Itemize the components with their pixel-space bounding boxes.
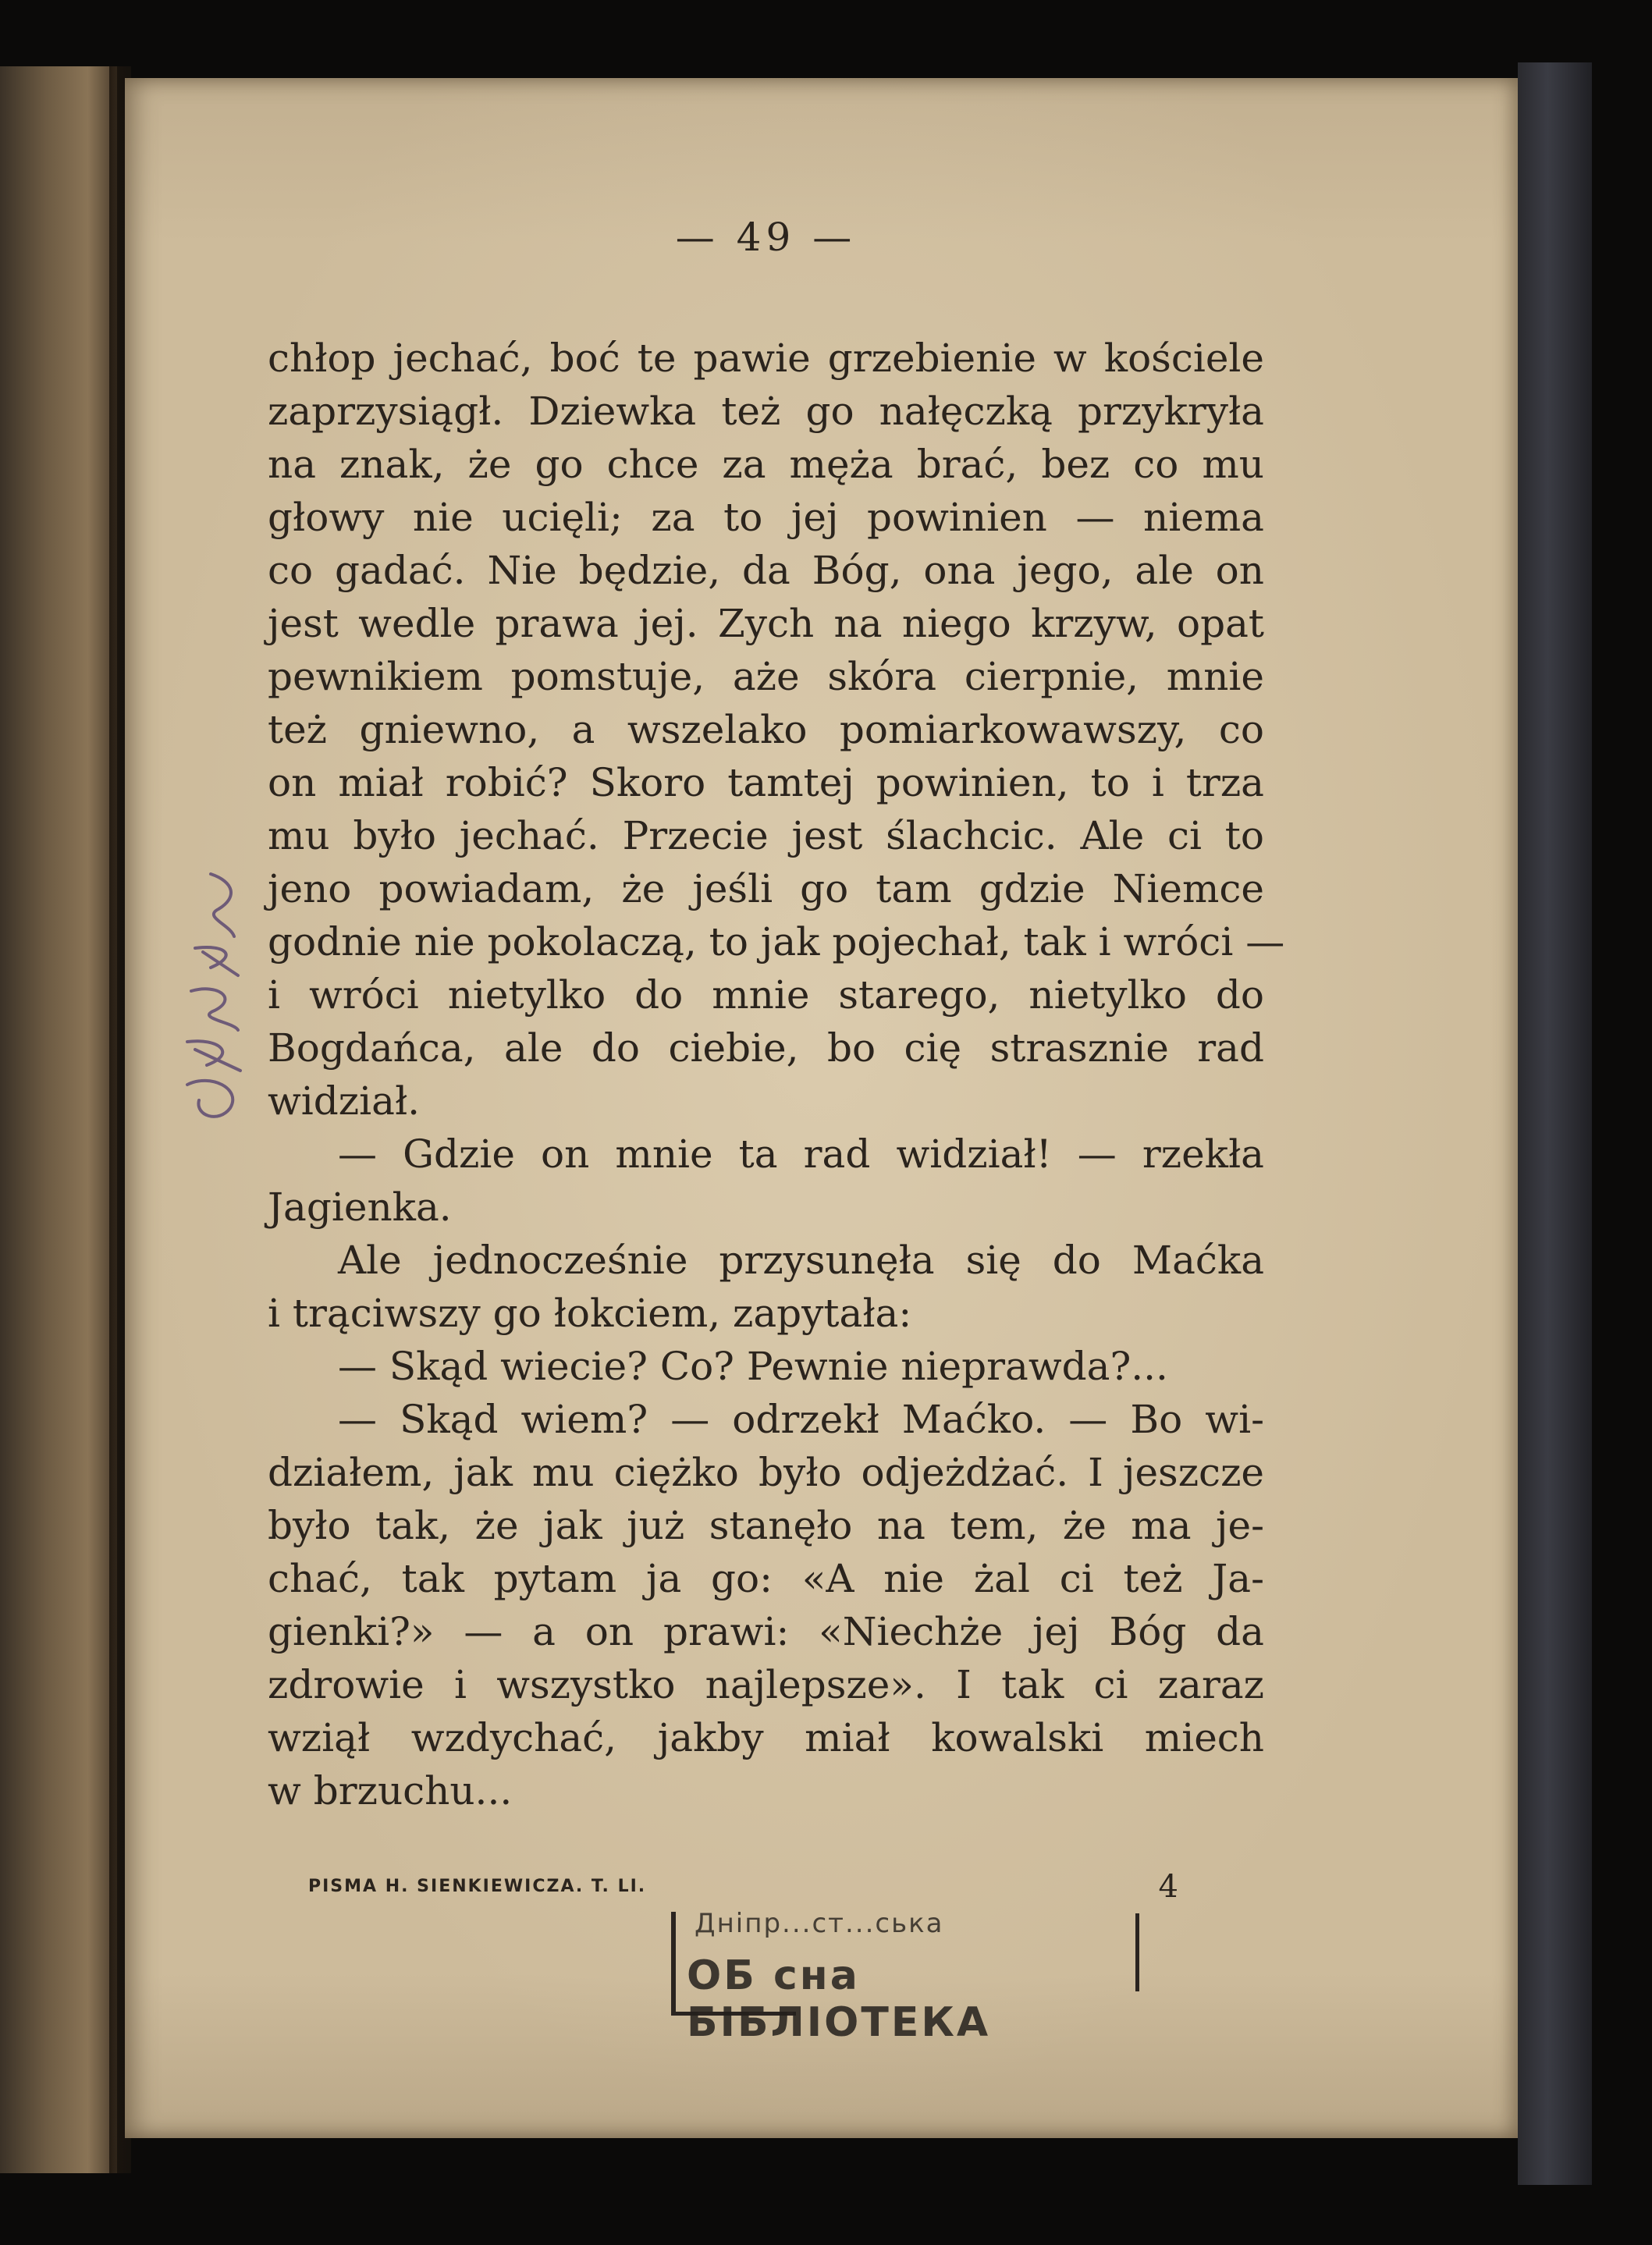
- text-line: co gadać. Nie będzie, da Bóg, ona jego, ale on: [268, 548, 1264, 593]
- text-line: na znak, że go chce za męża brać, bez co mu: [268, 442, 1264, 487]
- page-number: — 49 —: [675, 215, 857, 260]
- text-block: [268, 215, 1285, 1817]
- text-line: Bogdańca, ale do ciebie, bo cię strasznie rad: [268, 1025, 1264, 1071]
- text-line: on miał robić? Skoro tamtej powinien, to i trza: [268, 760, 1264, 805]
- text-line: mu było jechać. Przecie jest ślachcic. Ale ci to: [268, 813, 1264, 858]
- text-line: — Gdzie on mnie ta rad widział! — rzekła: [338, 1131, 1264, 1177]
- text-line: — Skąd wiem? — odrzekł Maćko. — Bo wi-: [338, 1397, 1264, 1442]
- printer-signature: PISMA H. SIENKIEWICZA. T. LI.: [308, 1877, 647, 1896]
- book-cover-edge: [1518, 62, 1592, 2185]
- stamp-line-1: Днiпр...ст...ська: [695, 1908, 944, 1939]
- text-line: gienki?» — a on prawi: «Niechże jej Bóg da: [268, 1609, 1264, 1654]
- text-line: w brzuchu...: [268, 1768, 513, 1813]
- text-line: i trąciwszy go łokciem, zapytała:: [268, 1291, 912, 1336]
- signature-number: 4: [1158, 1869, 1178, 1905]
- text-line: też gniewno, a wszelako pomiarkowawszy, co: [268, 707, 1264, 752]
- text-line: Jagienka.: [268, 1185, 452, 1230]
- text-line: wziął wzdychać, jakby miał kowalski miech: [268, 1715, 1264, 1760]
- text-line: jeno powiadam, że jeśli go tam gdzie Niemce: [268, 866, 1264, 911]
- handwritten-inventory-number: [164, 866, 250, 1131]
- text-line: widział.: [268, 1078, 421, 1124]
- text-line: i wróci nietylko do mnie starego, nietylko do: [268, 972, 1264, 1018]
- left-page-edge: [0, 66, 117, 2173]
- text-line: Ale jednocześnie przysunęła się do Maćka: [338, 1238, 1264, 1283]
- text-line: jest wedle prawa jej. Zych na niego krzyw, opat: [268, 601, 1264, 646]
- library-stamp: [671, 1904, 1139, 2046]
- text-line: pewnikiem pomstuje, aże skóra cierpnie, mnie: [268, 654, 1264, 699]
- text-line: było tak, że jak już stanęło na tem, że ma je-: [268, 1503, 1264, 1548]
- page-footer: [308, 1869, 1178, 1908]
- text-line: działem, jak mu ciężko było odjeżdżać. I jeszcze: [268, 1450, 1264, 1495]
- text-line: zdrowie i wszystko najlepsze». I tak ci zaraz: [268, 1662, 1264, 1707]
- stamp-border-left: [671, 1912, 676, 2013]
- text-line: godnie nie pokolaczą, to jak pojechał, tak i wróci —: [268, 919, 1285, 964]
- text-line: głowy nie ucięli; za to jej powinien — niema: [268, 495, 1264, 540]
- text-lines: [268, 332, 1285, 1817]
- text-line: chać, tak pytam ja go: «A nie żal ci też Ja-: [268, 1556, 1264, 1601]
- text-line: — Skąd wiecie? Co? Pewnie nieprawda?...: [338, 1344, 1168, 1389]
- text-line: chłop jechać, boć te pawie grzebienie w kościele: [268, 336, 1264, 381]
- stamp-line-2: ОБ сна БІБЛІОТЕКА: [687, 1952, 991, 2046]
- text-line: zaprzysiągł. Dziewka też go nałęczką przykryła: [268, 389, 1264, 434]
